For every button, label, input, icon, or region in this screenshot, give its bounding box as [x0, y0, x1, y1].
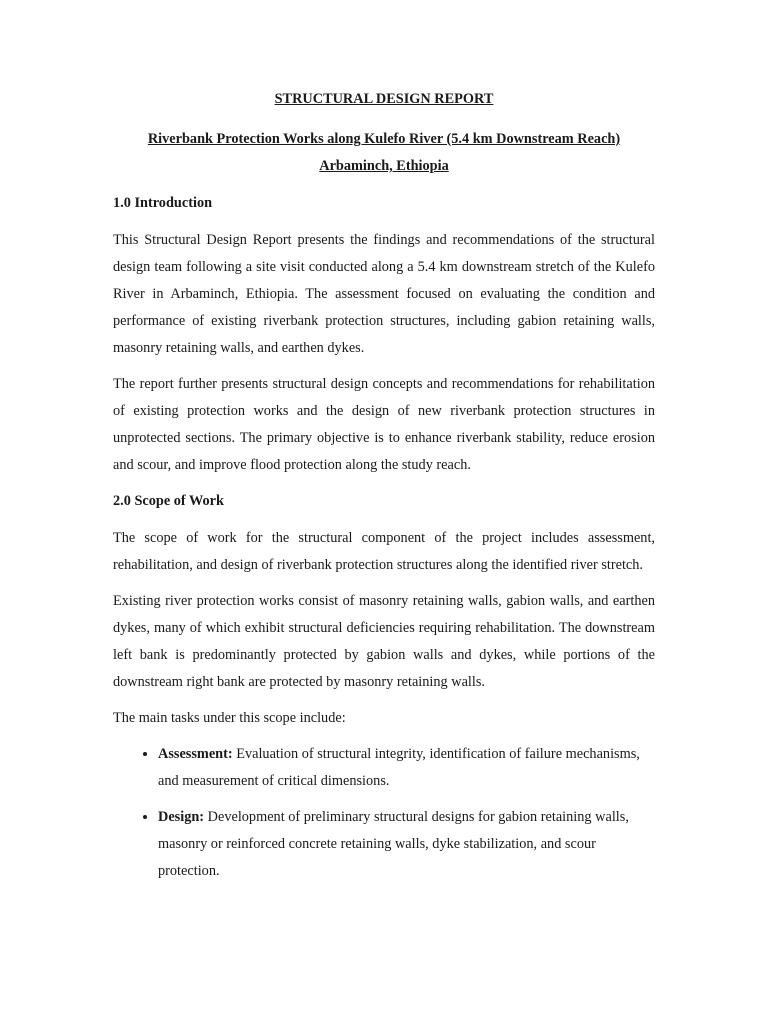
- section-heading-introduction: 1.0 Introduction: [113, 195, 213, 211]
- task-list: [113, 741, 655, 885]
- scope-paragraph-2: Existing river protection works consist of masonry retaining walls, gabion walls, and earthen dykes, many of which exhibit structural deficiencies requiring rehabilitation. The downstream left bank is predominantly protected by gabion walls and dykes, while portions of the downstream right bank are protected by masonry retaining walls.: [113, 593, 655, 690]
- report-location: Arbaminch, Ethiopia: [319, 158, 449, 174]
- intro-paragraph-1: This Structural Design Report presents the findings and recommendations of the structural design team following a site visit conducted along a 5.4 km downstream stretch of the Kulefo River in Arbaminch, Ethiopia. The assessment focused on evaluating the condition and performance of existing riverbank protection structures, including gabion retaining walls, masonry retaining walls, and earthen dykes.: [113, 232, 655, 356]
- task-label: Assessment:: [158, 746, 233, 762]
- intro-paragraph-2: The report further presents structural design concepts and recommendations for rehabilitation of existing protection works and the design of new riverbank protection structures in unprotected sections. The primary objective is to enhance riverbank stability, reduce erosion and scour, and improve flood protection along the study reach.: [113, 376, 655, 473]
- task-text: Development of preliminary structural designs for gabion retaining walls, masonry or reinforced concrete retaining walls, dyke stabilization, and scour protection.: [158, 809, 629, 879]
- report-title: STRUCTURAL DESIGN REPORT: [274, 91, 494, 107]
- report-subtitle: Riverbank Protection Works along Kulefo River (5.4 km Downstream Reach): [147, 131, 621, 147]
- section-heading-scope: 2.0 Scope of Work: [113, 493, 224, 509]
- scope-paragraph-1: The scope of work for the structural component of the project includes assessment, rehabilitation, and design of riverbank protection structures along the identified river stretch.: [113, 530, 655, 573]
- task-label: Design:: [158, 809, 205, 825]
- list-item: [158, 804, 655, 885]
- document-page: [113, 86, 655, 894]
- scope-paragraph-3: The main tasks under this scope include:: [113, 710, 346, 726]
- list-item: [158, 741, 655, 795]
- task-text: Evaluation of structural integrity, identification of failure mechanisms, and measurement of critical dimensions.: [158, 746, 640, 789]
